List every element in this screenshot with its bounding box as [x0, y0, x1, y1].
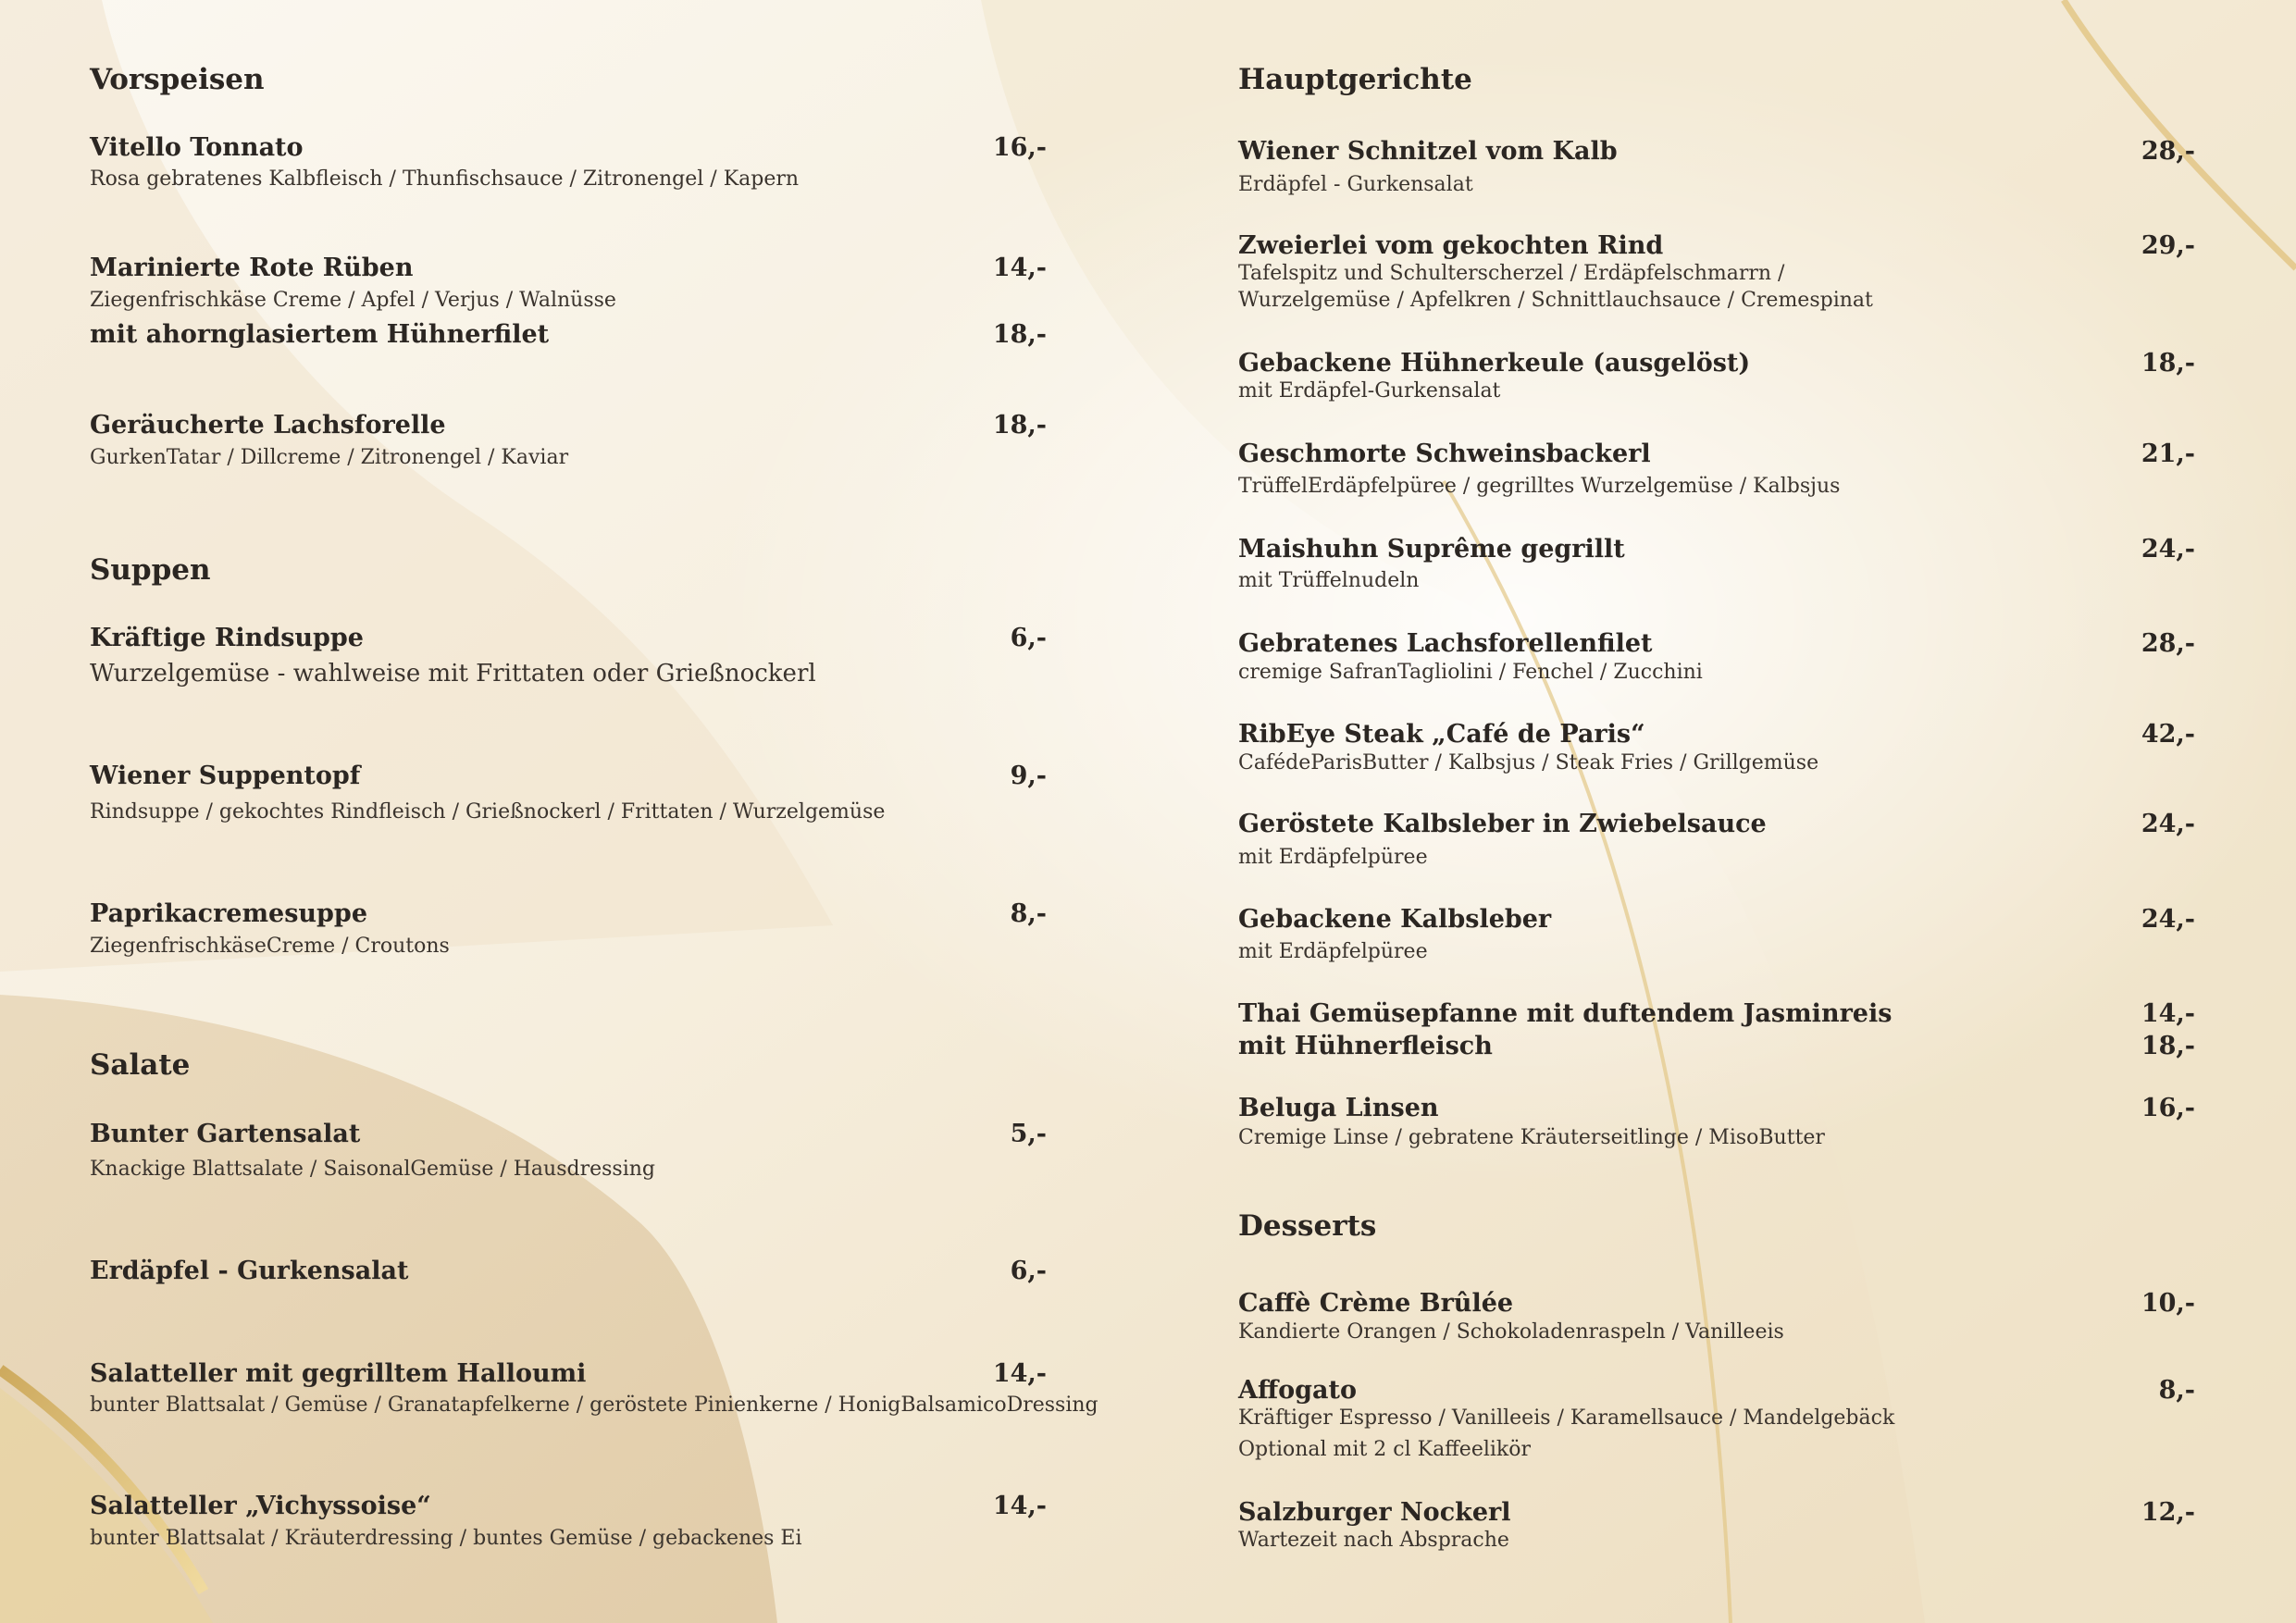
dish-price: 21,-	[2141, 440, 2195, 468]
dish-name: Wiener Suppentopf	[90, 762, 361, 790]
dish-name: Beluga Linsen	[1238, 1094, 1439, 1122]
dish-description: mit Trüffelnudeln	[1238, 569, 1420, 592]
dish-name: Gebackene Kalbsleber	[1238, 905, 1552, 934]
dish-name: Geräucherte Lachsforelle	[90, 411, 446, 440]
dish-price: 18,-	[992, 411, 1047, 440]
dish-description: TrüffelErdäpfelpüree / gegrilltes Wurzelgemüse / Kalbsjus	[1238, 475, 1841, 498]
dish-name: Gebratenes Lachsforellenfilet	[1238, 629, 1653, 658]
dish-description: mit Erdäpfel-Gurkensalat	[1238, 379, 1501, 403]
section-title: Hauptgerichte	[1238, 63, 1472, 96]
dish-description: cremige SafranTagliolini / Fenchel / Zucchini	[1238, 661, 1703, 684]
dish-variant-price: 18,-	[2141, 1032, 2195, 1060]
dish-name: Marinierte Rote Rüben	[90, 254, 414, 282]
dish-name: Wiener Schnitzel vom Kalb	[1238, 137, 1618, 166]
dish-description: GurkenTatar / Dillcreme / Zitronengel / Kaviar	[90, 446, 569, 469]
dish-price: 14,-	[992, 1359, 1047, 1388]
dish-description: ZiegenfrischkäseCreme / Croutons	[90, 935, 450, 958]
dish-name: Thai Gemüsepfanne mit duftendem Jasminreis	[1238, 999, 1893, 1028]
dish-name: Vitello Tonnato	[90, 133, 304, 162]
dish-price: 6,-	[1010, 1257, 1047, 1285]
dish-description: Knackige Blattsalate / SaisonalGemüse / Hausdressing	[90, 1158, 655, 1181]
dish-variant-name: mit Hühnerfleisch	[1238, 1032, 1493, 1060]
dish-name: Caffè Crème Brûlée	[1238, 1289, 1514, 1318]
dish-name: Salatteller „Vichyssoise“	[90, 1492, 431, 1520]
dish-price: 8,-	[1010, 899, 1047, 928]
dish-price: 28,-	[2141, 629, 2195, 658]
dish-price: 5,-	[1010, 1120, 1047, 1148]
dish-price: 8,-	[2158, 1376, 2195, 1405]
dish-name: Paprikacremesuppe	[90, 899, 367, 928]
dish-name: Geröstete Kalbsleber in Zwiebelsauce	[1238, 810, 1767, 838]
dish-price: 12,-	[2141, 1498, 2195, 1527]
section-title: Suppen	[90, 553, 211, 587]
dish-description: Wurzelgemüse / Apfelkren / Schnittlauchsauce / Cremespinat	[1238, 289, 1873, 312]
dish-description: CafédeParisButter / Kalbsjus / Steak Fries / Grillgemüse	[1238, 751, 1819, 774]
dish-name: Kräftige Rindsuppe	[90, 624, 364, 652]
dish-name: Zweierlei vom gekochten Rind	[1238, 231, 1664, 260]
dish-description: Kräftiger Espresso / Vanilleeis / Karamellsauce / Mandelgebäck	[1238, 1406, 1895, 1430]
dish-variant-price: 18,-	[992, 320, 1047, 349]
dish-description: Tafelspitz und Schulterscherzel / Erdäpfelschmarrn /	[1238, 262, 1785, 285]
dish-price: 14,-	[2141, 999, 2195, 1028]
dish-price: 14,-	[992, 254, 1047, 282]
dish-price: 16,-	[992, 133, 1047, 162]
section-title: Salate	[90, 1048, 191, 1082]
dish-price: 29,-	[2141, 231, 2195, 260]
dish-name: RibEye Steak „Café de Paris“	[1238, 720, 1645, 749]
dish-description: mit Erdäpfelpüree	[1238, 846, 1428, 869]
dish-price: 28,-	[2141, 137, 2195, 166]
dish-description: mit Erdäpfelpüree	[1238, 940, 1428, 963]
dish-description: bunter Blattsalat / Kräuterdressing / buntes Gemüse / gebackenes Ei	[90, 1527, 802, 1550]
dish-description: Cremige Linse / gebratene Kräuterseitlinge / MisoButter	[1238, 1126, 1825, 1149]
dish-description: Ziegenfrischkäse Creme / Apfel / Verjus / Walnüsse	[90, 289, 616, 312]
dish-description: Kandierte Orangen / Schokoladenraspeln / Vanilleeis	[1238, 1320, 1784, 1344]
dish-description: Erdäpfel - Gurkensalat	[1238, 173, 1473, 196]
dish-price: 24,-	[2141, 535, 2195, 564]
dish-name: Salatteller mit gegrilltem Halloumi	[90, 1359, 587, 1388]
dish-name: Affogato	[1238, 1376, 1357, 1405]
dish-price: 6,-	[1010, 624, 1047, 652]
dish-description: Rosa gebratenes Kalbfleisch / Thunfischsauce / Zitronengel / Kapern	[90, 167, 800, 191]
section-title: Vorspeisen	[90, 63, 265, 96]
dish-name: Gebackene Hühnerkeule (ausgelöst)	[1238, 349, 1751, 378]
dish-description: Wartezeit nach Absprache	[1238, 1529, 1509, 1552]
section-title: Desserts	[1238, 1209, 1377, 1243]
dish-name: Salzburger Nockerl	[1238, 1498, 1511, 1527]
dish-name: Geschmorte Schweinsbackerl	[1238, 440, 1651, 468]
dish-description: Rindsuppe / gekochtes Rindfleisch / Grießnockerl / Frittaten / Wurzelgemüse	[90, 800, 886, 824]
dish-price: 24,-	[2141, 810, 2195, 838]
dish-description: Optional mit 2 cl Kaffeelikör	[1238, 1438, 1532, 1461]
dish-description: bunter Blattsalat / Gemüse / Granatapfelkerne / geröstete Pinienkerne / HonigBalsamicoDressing	[90, 1394, 1098, 1417]
dish-price: 18,-	[2141, 349, 2195, 378]
dish-description: Wurzelgemüse - wahlweise mit Frittaten oder Grießnockerl	[90, 660, 816, 688]
dish-price: 16,-	[2141, 1094, 2195, 1122]
dish-name: Maishuhn Suprême gegrillt	[1238, 535, 1625, 564]
dish-price: 14,-	[992, 1492, 1047, 1520]
dish-variant-name: mit ahornglasiertem Hühnerfilet	[90, 320, 550, 349]
dish-name: Bunter Gartensalat	[90, 1120, 361, 1148]
dish-price: 9,-	[1010, 762, 1047, 790]
dish-price: 24,-	[2141, 905, 2195, 934]
dish-price: 42,-	[2141, 720, 2195, 749]
dish-price: 10,-	[2141, 1289, 2195, 1318]
dish-name: Erdäpfel - Gurkensalat	[90, 1257, 409, 1285]
